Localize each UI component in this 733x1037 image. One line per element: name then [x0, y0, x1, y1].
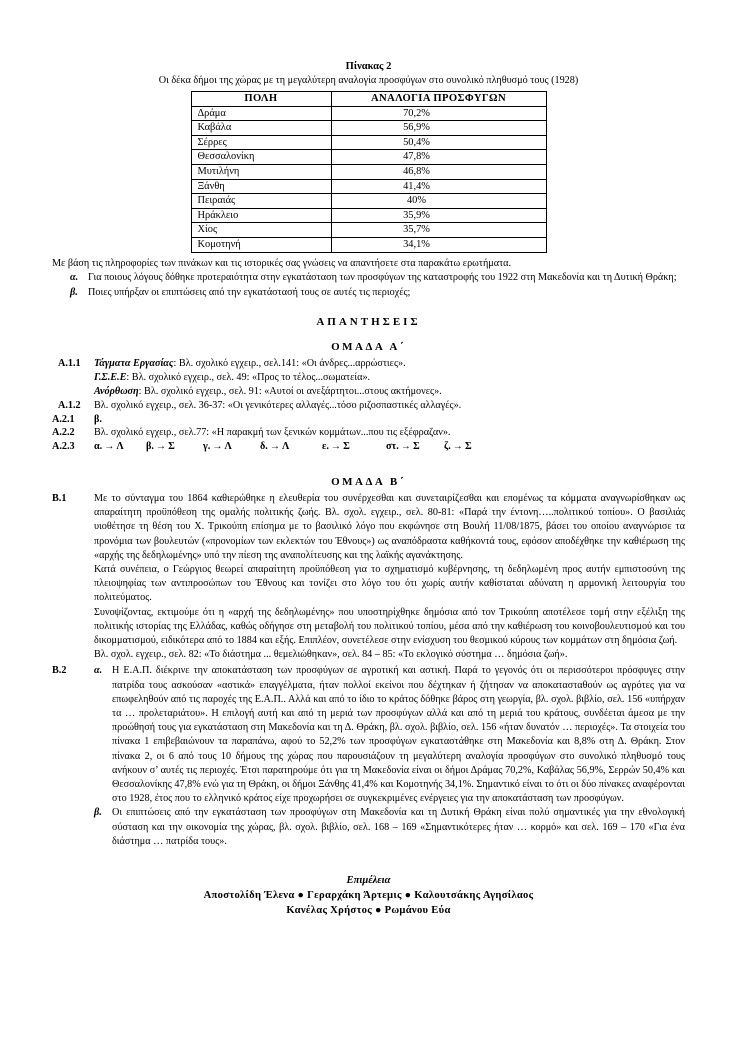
answer-a11-line3 [52, 385, 685, 399]
cell-city: Πειραιάς [191, 194, 331, 209]
truefalse-pair [444, 440, 472, 454]
cell-city: Ηράκλειο [191, 208, 331, 223]
pair-item: ζ. [444, 441, 451, 453]
cell-city: Μυτιλήνη [191, 164, 331, 179]
answer-paragraph: Με το σύνταγμα του 1864 καθιερώθηκε η ελευθερία του συνέρχεσθαι και συνεταιρίζεσθαι και επομένως τα κόμματα αναγνωρίσθηκαν ως απαραίτητη προϋπόθεση της ομαλής πολιτικής ζωής. Βλ. σχολ. εγχειρ., σελ. 80-81: «Παρά την έντονη…..πολιτικού τοπίου». Ο βασιλιάς υιοθέτησε τη θέση του Χ. Τρικούπη επίσημα με το βασιλικό λόγο που εκφώνησε στη Βουλή 11/08/1875, βάσει του οποίου αναγνώρισε τα προνόμια των βουλευτών («προνομίων των εκλεκτών του Έθνους») ως αναπόδραστα καθήκοντά τους, εφόσον αποδέχθηκε την καθιέρωση της «αρχής της δεδηλωμένης» υπό την πίεση της αναπολίτευσης και της λαϊκής αγανάκτησης. [94, 492, 685, 561]
truefalse-pair [322, 440, 386, 454]
answer-label: Β.1 [52, 492, 67, 504]
instructions-block [52, 257, 685, 300]
cell-city: Ξάνθη [191, 179, 331, 194]
answer-label: Α.2.1 [52, 413, 75, 425]
arrow-icon: → [155, 441, 167, 453]
cell-city: Σέρρες [191, 135, 331, 150]
table-row [191, 106, 546, 121]
table-row [191, 208, 546, 223]
table-row [191, 135, 546, 150]
answer-label: Α.2.2 [52, 427, 75, 439]
cell-ratio: 56,9% [331, 121, 546, 136]
answer-body: Βλ. σχολικό εγχειρ., σελ. 36-37: «Οι γενικότερες αλλαγές...τόσο ριζοσπαστικές αλλαγές». [94, 399, 462, 411]
sub-text: Η Ε.Α.Π. διέκρινε την αποκατάσταση των προσφύγων σε αγροτική και αστική. Παρά το γεγονός ότι οι περισσότεροι πρόσφυγες στην πατρίδα τους ασκούσαν «αστικά» επαγγέλματα, ήταν πολλοί εκείνοι που δέχτηκαν ή ζήτησαν να αποκατασταθούν ως αγρότες για να επωφεληθούν από τις παροχές της Ε.Α.Π.. Αλλά και από το ίδιο το κράτος δόθηκε βάρος στη γεωργία, βλ. σχολ. βιβλίο, σελ. 156 «υπήρχαν τα … προλεταριάτου». Η επιλογή αυτή και από τη μεριά των προσφύγων αλλά και από τη μεριά του κράτους, συνδέεται άμεσα με την προώθησή τους για εγκατάσταση στη Μακεδονία και τη Δ. Θράκη, βλ. σχολ. βιβλίο, σελ. 156 «ήταν δυνατόν … περιοχές». Τα στοιχεία του πίνακα 1 επιβεβαιώνουν τα παραπάνω, αφού το 52,2% των προσφύγων εγκαταστάθηκε στη Μακεδονία και 8,8% στη Δ. Θράκη. Στον πίνακα 2, οι 6 από τους 10 δήμους της χώρας που παρουσιάζουν τη μεγαλύτερη αναλογία προσφύγων στο συνολικό πληθυσμό τους ανήκουν σ’ αυτές τις περιοχές. Έτσι παρατηρούμε ότι για τη Μακεδονία είναι οι δήμοι Δράμας 70,2%, Καβάλας 56,9%, Σερρών 50,4% και Θεσσαλονίκης 47,8% ενώ για τη Θράκη, οι δήμοι Ξάνθης 41,4% και Κομοτηνής 34,1%. Σημαντικό είναι το ότι οι δύο πίνακες αναφέρονται στο 1928, έτος που το ελληνικό κράτος είχε προχωρήσει σε συγκεκριμένες ενέργειες για την αποκατάσταση των προσφύγων. [112, 665, 685, 805]
sub-marker: β. [94, 807, 102, 819]
truefalse-pair [203, 440, 260, 454]
group-a-heading: ΟΜΑΔΑ Α΄ [331, 341, 406, 354]
answers-heading: ΑΠΑΝΤΗΣΕΙΣ [316, 316, 421, 329]
column-header-city: ΠΟΛΗ [191, 92, 331, 107]
pair-value: Λ [282, 441, 290, 453]
arrow-icon: → [400, 441, 411, 453]
truefalse-pair [146, 440, 203, 454]
question-marker: β. [70, 286, 78, 298]
pair-item: α. [94, 441, 103, 453]
cell-city: Καβάλα [191, 121, 331, 136]
cell-city: Κομοτηνή [191, 237, 331, 252]
cell-ratio: 70,2% [331, 106, 546, 121]
answer-paragraph: Κατά συνέπεια, ο Γεώργιος θεωρεί απαραίτητη προϋπόθεση για το σχηματισμό κυβέρνησης, τη δεδηλωμένη προς αυτήν εμπιστοσύνη της πλειοψηφίας των αντιπροσώπων του Έθνους και τονίζει στο λόγο του ότι χωρίς αυτήν καθίσταται αδύνατη η αρμονική λειτουργία του πολιτεύματος. [94, 563, 685, 604]
cell-ratio: 40% [331, 194, 546, 209]
pair-item: γ. [203, 441, 211, 453]
question-text: Για ποιους λόγους δόθηκε προτεραιότητα στην εγκατάσταση των προσφύγων της καταστροφής του 1922 στη Μακεδονία και τη Δυτική Θράκη; [88, 272, 677, 284]
sub-marker: α. [94, 665, 103, 677]
instructions-lead-in: Με βάση τις πληροφορίες των πινάκων και τις ιστορικές σας γνώσεις να απαντήσετε στα παρακάτω ερωτήματα. [52, 257, 512, 269]
footer-credits [52, 873, 685, 918]
answer-b1 [52, 492, 685, 662]
footer-names-line-1: Αποστολίδη Έλενα ● Γεραρχάκη Άρτεμις ● Καλουτσάκης Αγησίλαος [203, 889, 534, 901]
pair-item: β. [146, 441, 154, 453]
answer-body: β. [94, 413, 102, 425]
arrow-icon: → [330, 441, 342, 453]
answer-body [94, 357, 685, 371]
answer-b2-sub-a [94, 664, 685, 806]
question-marker: α. [70, 272, 79, 284]
cell-ratio: 41,4% [331, 179, 546, 194]
pair-value: Σ [464, 441, 472, 453]
answer-label: Β.2 [52, 665, 67, 677]
arrow-icon: → [104, 441, 115, 453]
answer-term: Ανόρθωση [94, 385, 139, 397]
question-text: Ποιες υπήρξαν οι επιπτώσεις από την εγκατάστασή τους σε αυτές τις περιοχές; [88, 286, 411, 298]
sub-text: Οι επιπτώσεις από την εγκατάσταση των προσφύγων στη Μακεδονία και τη Δυτική Θράκη είναι πολύ σημαντικές για την εθνολογική σύσταση και την οικονομία της χώρας, βλ. σχολ. βιβλίο, σελ. 168 – 169 «Σημαντικότερες ήταν … κορμό» και σελ. 169 – 170 «Για ένα διάστημα … πατρίδα τους». [112, 807, 685, 847]
arrow-icon: → [212, 441, 223, 453]
footer-names-line-2: Κανέλας Χρήστος ● Ρωμάνου Εύα [286, 904, 451, 916]
cell-city: Χίος [191, 223, 331, 238]
cell-ratio: 46,8% [331, 164, 546, 179]
table-row [191, 179, 546, 194]
answer-label: Α.2.3 [52, 441, 75, 453]
pair-item: ε. [322, 441, 329, 453]
table-caption-title: Πίνακας 2 [345, 61, 392, 72]
answer-body [94, 440, 685, 454]
question-list [52, 271, 685, 299]
truefalse-pair [94, 440, 146, 454]
answer-term: Γ.Σ.Ε.Ε [94, 372, 127, 384]
group-b-heading: ΟΜΑΔΑ Β΄ [331, 475, 406, 488]
cell-ratio: 35,7% [331, 223, 546, 238]
refugee-ratio-table [191, 91, 547, 253]
cell-ratio: 47,8% [331, 150, 546, 165]
arrow-icon: → [269, 441, 281, 453]
answer-a21 [52, 413, 685, 427]
answer-a11-line2 [52, 371, 685, 385]
answer-a12 [52, 399, 685, 413]
cell-city: Θεσσαλονίκη [191, 150, 331, 165]
answer-paragraph: Βλ. σχολ. εγχειρ., σελ. 82: «Το διάστημα ... θεμελιώθηκαν», σελ. 84 – 85: «Το εκλογικό σύστημα … δημόσια ζωή». [94, 649, 568, 661]
answer-term: Τάγματα Εργασίας [94, 358, 174, 370]
pair-item: δ. [260, 441, 268, 453]
question-item [52, 271, 685, 285]
group-a-answers [52, 357, 685, 454]
cell-ratio: 34,1% [331, 237, 546, 252]
table-block [52, 60, 685, 253]
table-caption-subtitle: Οι δέκα δήμοι της χώρας με τη μεγαλύτερη αναλογία προσφύγων στο συνολικό πληθυσμό τους (1928) [158, 75, 579, 86]
table-row [191, 164, 546, 179]
answer-body [94, 664, 685, 849]
answer-label: Α.1.2 [58, 399, 81, 411]
cell-ratio: 35,9% [331, 208, 546, 223]
truefalse-pair [386, 440, 444, 454]
table-header-row [191, 92, 546, 107]
column-header-ratio: ΑΝΑΛΟΓΙΑ ΠΡΟΣΦΥΓΩΝ [331, 92, 546, 107]
table-row [191, 194, 546, 209]
pair-value: Λ [224, 441, 232, 453]
pair-value: Λ [116, 441, 124, 453]
pair-value: Σ [412, 441, 420, 453]
answer-b2 [52, 664, 685, 849]
footer-title: Επιμέλεια [346, 874, 391, 886]
answer-reference: : Βλ. σχολικό εγχειρ., σελ. 49: «Προς το τέλος...σωματεία». [126, 372, 371, 384]
table-row [191, 150, 546, 165]
answer-a23 [52, 440, 685, 454]
pair-value: Σ [343, 441, 350, 453]
table-row [191, 121, 546, 136]
pair-value: Σ [168, 441, 175, 453]
table-row [191, 223, 546, 238]
arrow-icon: → [452, 441, 463, 453]
answer-reference: : Βλ. σχολικό εγχειρ., σελ.141: «Οι άνδρες...αρρώστιες». [173, 358, 406, 370]
truefalse-pairs [94, 440, 685, 454]
answer-a22 [52, 426, 685, 440]
answer-paragraph: Συνοψίζοντας, εκτιμούμε ότι η «αρχή της δεδηλωμένης» που υποστηρίχθηκε δημόσια από τον Τρικούπη αποτέλεσε τομή στην εξέλιξη της πολιτικής ιστορίας της Ελλάδας, καθώς οδήγησε στη μεταβολή του πολιτικού τοπίου, μέσα από την καθιέρωση του κοινοβουλευτισμού και του δικομματισμού, ειδικότερα από το 1884 και εξής. Επιπλέον, συνετέλεσε στην ενίσχυση του θεσμικού κύρους των κομμάτων στη δημόσια ζωή. [94, 606, 685, 646]
answer-label: Α.1.1 [58, 358, 81, 370]
table-row [191, 237, 546, 252]
cell-ratio: 50,4% [331, 135, 546, 150]
pair-item: στ. [386, 441, 399, 453]
cell-city: Δράμα [191, 106, 331, 121]
answer-reference: : Βλ. σχολικό εγχειρ., σελ. 91: «Αυτοί οι ανεξάρτητοι...στους ακτήμονες». [138, 385, 442, 397]
answer-body: Βλ. σχολικό εγχειρ., σελ.77: «Η παρακμή των ξενικών κομμάτων...που τις εξέφραζαν». [94, 427, 451, 439]
answer-body [94, 492, 685, 662]
question-item [52, 286, 685, 300]
truefalse-pair [260, 440, 322, 454]
answer-b2-sub-b [94, 806, 685, 849]
answer-a11 [52, 357, 685, 371]
